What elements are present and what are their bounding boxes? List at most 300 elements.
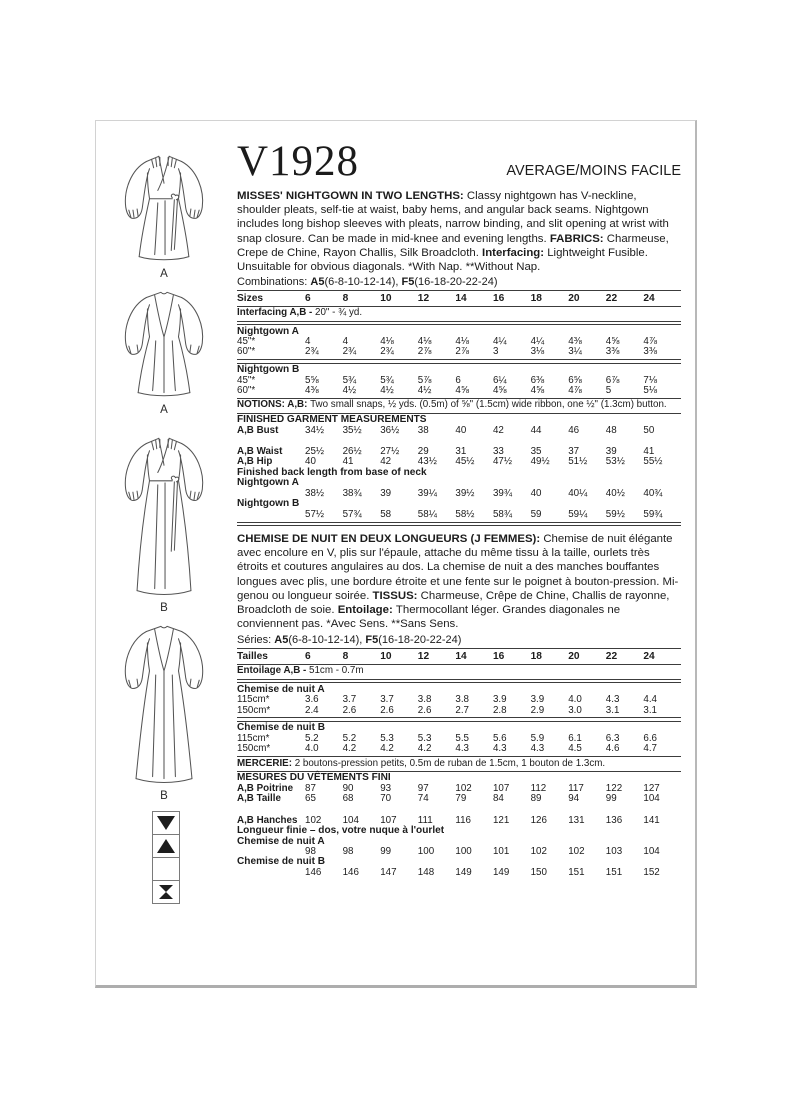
value-cell: 136 [605, 814, 623, 826]
value-cell: 2.7 [455, 704, 470, 716]
text-segment: 20" - ¾ yd. [315, 307, 363, 319]
value-cell: 4⅝ [530, 385, 545, 397]
value-cell: 4⅞ [568, 385, 582, 397]
text-segment: MISSES' NIGHTGOWN IN TWO LENGTHS: [237, 190, 467, 202]
value-cell: 58½ [455, 508, 475, 520]
value-cell: 2.9 [530, 704, 545, 716]
text-segment: F5 [365, 634, 379, 647]
value-cell: 38¾ [342, 487, 362, 499]
value-cell: 141 [643, 814, 660, 826]
value-cell: 87 [305, 783, 316, 795]
content-column [237, 137, 681, 878]
row-label: Tailles [237, 650, 268, 662]
nightgown-b-back-line-art [112, 617, 216, 789]
value-cell: 104 [643, 793, 660, 805]
value-cell: 5⅝ [305, 374, 319, 386]
value-cell: 6⅞ [605, 374, 620, 386]
value-cell: 2¾ [342, 346, 357, 358]
row-label [237, 510, 305, 520]
value-cell: 6 [305, 650, 311, 662]
value-cell: 5⅛ [643, 385, 658, 397]
table-section: MESURES DU VÊTEMENTS FINI [237, 772, 391, 784]
value-cell: 6 [455, 374, 461, 386]
value-cell: 44 [530, 424, 542, 436]
value-cell: 84 [492, 793, 504, 805]
value-cell: 68 [342, 793, 354, 805]
value-cell: 4 [305, 336, 311, 348]
text-segment: F5 [401, 276, 415, 289]
value-cell: 4¼ [530, 336, 545, 348]
value-cell: 148 [417, 867, 435, 878]
value-cell: 3.7 [380, 694, 394, 706]
french-yardage-table [237, 648, 681, 878]
value-cell: 98 [305, 846, 316, 858]
value-cell: 107 [380, 814, 397, 826]
table-rowbold [237, 426, 681, 436]
fabric-symbol-key [152, 811, 180, 904]
table-section: Chemise de nuit A [237, 835, 325, 847]
row-label: 45"* [237, 336, 256, 348]
value-cell: 89 [530, 793, 542, 805]
value-cell: 59¼ [568, 508, 588, 520]
value-cell: 100 [417, 846, 435, 858]
value-cell: 31 [455, 446, 467, 458]
text-segment: (6-8-10-12-14), [324, 276, 402, 289]
row-label: A,B Hip [237, 456, 273, 468]
table-section: Nightgown B [237, 364, 300, 376]
value-cell: 3⅜ [643, 346, 658, 358]
value-cell: 5.3 [380, 733, 394, 745]
text-segment: (16-18-20-22-24) [378, 634, 462, 647]
table-section: Nightgown B [237, 498, 300, 510]
text-segment: (6-8-10-12-14), [288, 634, 366, 647]
value-cell: 2.8 [492, 704, 507, 716]
value-cell: 51½ [568, 456, 588, 468]
value-cell: 3.1 [643, 704, 658, 716]
row-label: A,B Taille [237, 793, 281, 805]
value-cell: 22 [605, 650, 618, 662]
value-cell: 152 [643, 867, 660, 878]
text-segment: Chemise de nuit élégante avec encolure en V, plis sur l'épaule, attache du même tissu à la taille, ourlets très étroits et coutures angulaires au dos. La chemise de nuit a des manches bouffantes longues avec plis, une bordure étroite et une fente sur le poignet à bouton-pression. Mi-genou ou longueur soirée. [237, 533, 679, 602]
value-cell: 5¾ [342, 374, 357, 386]
table-sizes [237, 293, 681, 305]
symbol-triangle-down-icon [152, 811, 180, 835]
text-segment: Combinations: [237, 276, 311, 289]
value-cell: 20 [568, 292, 580, 304]
table-section: Chemise de nuit B [237, 856, 326, 868]
value-cell: 2.6 [380, 704, 394, 716]
value-cell: 103 [605, 846, 623, 858]
text-segment: Two small snaps, ½ yds. (0.5m) of ⅝" (1.5cm) wide ribbon, one ½" (1.3cm) button. [310, 399, 667, 411]
value-cell: 38½ [305, 487, 325, 499]
value-cell: 3.9 [530, 694, 545, 706]
table-note [237, 759, 681, 770]
value-cell: 5¾ [380, 374, 394, 386]
value-cell: 112 [530, 783, 547, 795]
table-dblrule [237, 359, 681, 364]
value-cell: 12 [417, 292, 430, 304]
value-cell: 18 [530, 650, 542, 662]
value-cell: 79 [455, 793, 467, 805]
value-cell: 3.6 [305, 694, 319, 706]
value-cell: 4.4 [643, 694, 658, 706]
value-cell: 117 [568, 783, 584, 795]
row-label: 115cm* [237, 733, 270, 745]
value-cell: 100 [455, 846, 472, 858]
value-cell: 24 [643, 292, 655, 304]
value-cell: 50 [643, 424, 655, 436]
table-gap [237, 805, 681, 816]
english-description [237, 189, 681, 274]
value-cell: 58¼ [417, 508, 437, 520]
value-cell: 3.8 [455, 694, 470, 706]
value-cell: 2¾ [380, 346, 394, 358]
value-cell: 4.3 [530, 743, 545, 755]
symbol-triangle-up-icon [152, 835, 180, 858]
value-cell: 6.6 [643, 733, 658, 745]
value-cell: 8 [342, 650, 349, 662]
value-cell: 41 [342, 456, 354, 468]
value-cell: 37 [568, 446, 580, 458]
value-cell: 14 [455, 292, 467, 304]
value-cell: 33 [492, 446, 504, 458]
text-segment: 2 boutons-pression petits, 0.5m de ruban de 1.5cm, 1 bouton de 1.3cm. [294, 757, 606, 769]
value-cell: 102 [530, 846, 547, 858]
value-cell: 10 [380, 650, 392, 662]
row-label: A,B Bust [237, 424, 279, 436]
value-cell: 126 [530, 814, 547, 826]
french-description [237, 532, 681, 631]
value-cell: 39½ [455, 487, 475, 499]
table-row [237, 706, 681, 716]
value-cell: 8 [342, 292, 349, 304]
value-cell: 6¼ [492, 374, 507, 386]
table-rowbold [237, 794, 681, 804]
value-cell: 5⅞ [417, 374, 432, 386]
figure-label: B [160, 602, 168, 614]
value-cell: 53½ [605, 456, 625, 468]
text-segment: Séries: [237, 634, 275, 647]
text-segment: Thermocollant léger. Grandes diagonales ne conviennent pas. *Avec Sens. **Sans Sens. [237, 604, 621, 631]
value-cell: 38 [417, 424, 429, 436]
text-segment: Entoilage: [337, 604, 396, 617]
value-cell: 2¾ [305, 346, 319, 358]
value-cell: 102 [568, 846, 585, 858]
value-cell: 4⅜ [305, 385, 319, 397]
value-cell: 43½ [417, 456, 437, 468]
value-cell: 5.5 [455, 733, 470, 745]
figure-label: A [160, 404, 168, 416]
value-cell: 10 [380, 292, 392, 304]
value-cell: 29 [417, 446, 429, 458]
value-cell: 40 [305, 456, 316, 468]
value-cell: 102 [305, 814, 322, 826]
value-cell: 47½ [492, 456, 513, 468]
table-dblrule [237, 717, 681, 722]
value-cell: 26½ [342, 446, 362, 458]
table-row [237, 347, 681, 357]
value-cell: 49½ [530, 456, 550, 468]
table-dblrule [237, 679, 681, 684]
value-cell: 12 [417, 650, 430, 662]
difficulty-rating: AVERAGE/MOINS FACILE [506, 163, 681, 179]
value-cell: 104 [643, 846, 660, 858]
table-note [237, 308, 681, 319]
value-cell: 4½ [342, 385, 357, 397]
value-cell: 5.6 [492, 733, 507, 745]
english-yardage-table [237, 290, 681, 526]
value-cell: 90 [342, 783, 354, 795]
text-segment: FABRICS: [549, 232, 607, 245]
value-cell: 57½ [305, 508, 325, 520]
value-cell: 42 [492, 424, 504, 436]
symbol-empty-cell [152, 858, 180, 881]
text-segment: Interfacing: [482, 246, 548, 259]
table-dblrule [237, 522, 681, 527]
value-cell: 151 [605, 867, 623, 878]
value-cell: 4⅝ [455, 385, 470, 397]
table-section: Nightgown A [237, 325, 299, 337]
text-segment: CHEMISE DE NUIT EN DEUX LONGUEURS (J FEMMES): [237, 533, 544, 546]
text-segment: A5 [274, 634, 289, 647]
text-segment: Entoilage A,B - [237, 665, 310, 677]
symbol-hourglass-icon [152, 881, 180, 904]
value-cell: 4½ [417, 385, 432, 397]
value-cell: 3¼ [568, 346, 582, 358]
table-sizes [237, 651, 681, 663]
value-cell: 4⅝ [605, 336, 620, 348]
table-row [237, 744, 681, 754]
text-segment: NOTIONS: A,B: [237, 399, 311, 411]
value-cell: 16 [492, 650, 505, 662]
page-frame [95, 120, 697, 988]
value-cell: 122 [605, 783, 623, 795]
value-cell: 4⅛ [455, 336, 470, 348]
value-cell: 39 [380, 487, 392, 499]
value-cell: 3.0 [568, 704, 582, 716]
value-cell: 3⅜ [605, 346, 620, 358]
value-cell: 3 [492, 346, 499, 358]
value-cell: 35½ [342, 424, 362, 436]
row-label [237, 868, 305, 878]
value-cell: 99 [605, 793, 617, 805]
value-cell: 5 [605, 385, 612, 397]
figures-column [96, 121, 236, 985]
figure-label: B [160, 790, 168, 802]
value-cell: 151 [568, 867, 585, 878]
value-cell: 107 [492, 783, 510, 795]
value-cell: 3.7 [342, 694, 357, 706]
value-cell: 150 [530, 867, 547, 878]
table-row [237, 386, 681, 396]
value-cell: 97 [417, 783, 429, 795]
header-row [237, 137, 681, 184]
value-cell: 39¾ [492, 487, 513, 499]
value-cell: 40¾ [643, 487, 663, 499]
value-cell: 3.9 [492, 694, 507, 706]
nightgown-a-front-line-art [112, 147, 216, 267]
value-cell: 2.6 [342, 704, 357, 716]
table-section: Nightgown A [237, 477, 299, 489]
value-cell: 4⅛ [380, 336, 394, 348]
value-cell: 116 [455, 814, 472, 826]
value-cell: 111 [417, 814, 433, 826]
text-segment: Lightweight Fusible. Unsuitable for obvious diagonals. *With Nap. **Without Nap. [237, 246, 648, 274]
text-segment: MERCERIE: [237, 757, 295, 769]
table-rule [237, 648, 681, 649]
table-row [237, 510, 681, 520]
value-cell: 6 [305, 292, 311, 304]
row-label: 150cm* [237, 704, 271, 716]
value-cell: 4.3 [605, 694, 620, 706]
value-cell: 149 [455, 867, 472, 878]
value-cell: 102 [455, 783, 472, 795]
value-cell: 2⅞ [417, 346, 432, 358]
value-cell: 36½ [380, 424, 400, 436]
value-cell: 104 [342, 814, 359, 826]
table-section: Chemise de nuit B [237, 722, 326, 734]
value-cell: 146 [305, 867, 322, 878]
value-cell: 121 [492, 814, 510, 826]
value-cell: 40¼ [568, 487, 588, 499]
value-cell: 131 [568, 814, 585, 826]
row-label: 60"* [237, 385, 256, 397]
value-cell: 4.0 [305, 743, 319, 755]
value-cell: 4.6 [605, 743, 620, 755]
value-cell: 18 [530, 292, 542, 304]
value-cell: 34½ [305, 424, 325, 436]
value-cell: 25½ [305, 446, 325, 458]
value-cell: 39¼ [417, 487, 437, 499]
value-cell: 39 [605, 446, 617, 458]
nightgown-a-front-drawing [110, 147, 218, 280]
value-cell: 4⅞ [643, 336, 658, 348]
value-cell: 146 [342, 867, 359, 878]
value-cell: 4 [342, 336, 349, 348]
value-cell: 3.8 [417, 694, 432, 706]
nightgown-b-front-drawing [110, 429, 218, 614]
value-cell: 35 [530, 446, 542, 458]
value-cell: 4.2 [342, 743, 357, 755]
value-cell: 41 [643, 446, 655, 458]
table-section: Longueur finie – dos, votre nuque à l'ourlet [237, 824, 445, 836]
nightgown-b-back-drawing [110, 617, 218, 802]
value-cell: 59¾ [643, 508, 663, 520]
table-section: Chemise de nuit A [237, 683, 325, 695]
table-row [237, 868, 681, 878]
figure-label: A [160, 268, 168, 280]
text-segment: TISSUS: [372, 589, 421, 602]
value-cell: 4⅜ [568, 336, 582, 348]
text-segment: A5 [310, 276, 325, 289]
value-cell: 4⅝ [492, 385, 507, 397]
value-cell: 55½ [643, 456, 663, 468]
table-section: FINISHED GARMENT MEASUREMENTS [237, 414, 427, 426]
value-cell: 40 [530, 487, 542, 499]
value-cell: 45½ [455, 456, 475, 468]
value-cell: 4.3 [492, 743, 507, 755]
value-cell: 40½ [605, 487, 625, 499]
value-cell: 147 [380, 867, 397, 878]
table-dblrule [237, 321, 681, 326]
table-row [237, 489, 681, 499]
value-cell: 48 [605, 424, 617, 436]
value-cell: 42 [380, 456, 392, 468]
value-cell: 6.1 [568, 733, 582, 745]
text-segment: Charmeuse, Crepe de Chine, Rayon Challis, Silk Broadcloth. [237, 232, 669, 259]
value-cell: 99 [380, 846, 392, 858]
value-cell: 4.2 [380, 743, 394, 755]
table-note [237, 666, 681, 677]
value-cell: 6⅝ [568, 374, 582, 386]
row-label: Sizes [237, 292, 264, 304]
value-cell: 4⅛ [417, 336, 432, 348]
value-cell: 5.2 [342, 733, 357, 745]
value-cell: 57¾ [342, 508, 362, 520]
value-cell: 58 [380, 508, 392, 520]
table-note [237, 400, 681, 411]
value-cell: 93 [380, 783, 392, 795]
value-cell: 6⅜ [530, 374, 545, 386]
value-cell: 14 [455, 650, 467, 662]
table-section: Finished back length from base of neck [237, 466, 427, 478]
value-cell: 149 [492, 867, 510, 878]
value-cell: 7⅛ [643, 374, 658, 386]
value-cell: 2.4 [305, 704, 319, 716]
value-cell: 101 [492, 846, 510, 858]
value-cell: 70 [380, 793, 392, 805]
value-cell: 4½ [380, 385, 394, 397]
value-cell: 5.2 [305, 733, 319, 745]
value-cell: 4.5 [568, 743, 582, 755]
value-cell: 20 [568, 650, 580, 662]
value-cell: 4.2 [417, 743, 432, 755]
value-cell: 58¾ [492, 508, 513, 520]
text-segment: Classy nightgown has V-neckline, shoulder pleats, self-tie at waist, baby hems, and angular back seams. Nightgown includes long bishop sleeves with pleats, narrow binding, and slit opening at wrist with snap closure. Can be made in mid-knee and evening lengths. [237, 190, 669, 245]
combinations-line [237, 276, 681, 288]
value-cell: 2.6 [417, 704, 432, 716]
value-cell: 59½ [605, 508, 625, 520]
value-cell: 2⅞ [455, 346, 470, 358]
value-cell: 16 [492, 292, 505, 304]
value-cell: 5.3 [417, 733, 432, 745]
value-cell: 4¼ [492, 336, 507, 348]
value-cell: 127 [643, 783, 660, 795]
row-label: 45"* [237, 374, 256, 386]
text-segment: 51cm - 0.7m [309, 665, 364, 677]
value-cell: 3⅛ [530, 346, 545, 358]
value-cell: 3.1 [605, 704, 620, 716]
value-cell: 24 [643, 650, 655, 662]
value-cell: 22 [605, 292, 618, 304]
value-cell: 6.3 [605, 733, 620, 745]
value-cell: 5.9 [530, 733, 545, 745]
pattern-number: V1928 [237, 138, 360, 185]
row-label: 150cm* [237, 743, 271, 755]
row-label: A,B Waist [237, 446, 283, 458]
value-cell: 46 [568, 424, 580, 436]
nightgown-a-back-line-art [112, 283, 216, 403]
value-cell: 40 [455, 424, 467, 436]
value-cell: 4.3 [455, 743, 470, 755]
value-cell: 94 [568, 793, 580, 805]
table-rule [237, 290, 681, 291]
nightgown-b-front-line-art [112, 429, 216, 601]
series-line [237, 634, 681, 646]
value-cell: 74 [417, 793, 429, 805]
row-label: 60"* [237, 346, 256, 358]
value-cell: 98 [342, 846, 354, 858]
